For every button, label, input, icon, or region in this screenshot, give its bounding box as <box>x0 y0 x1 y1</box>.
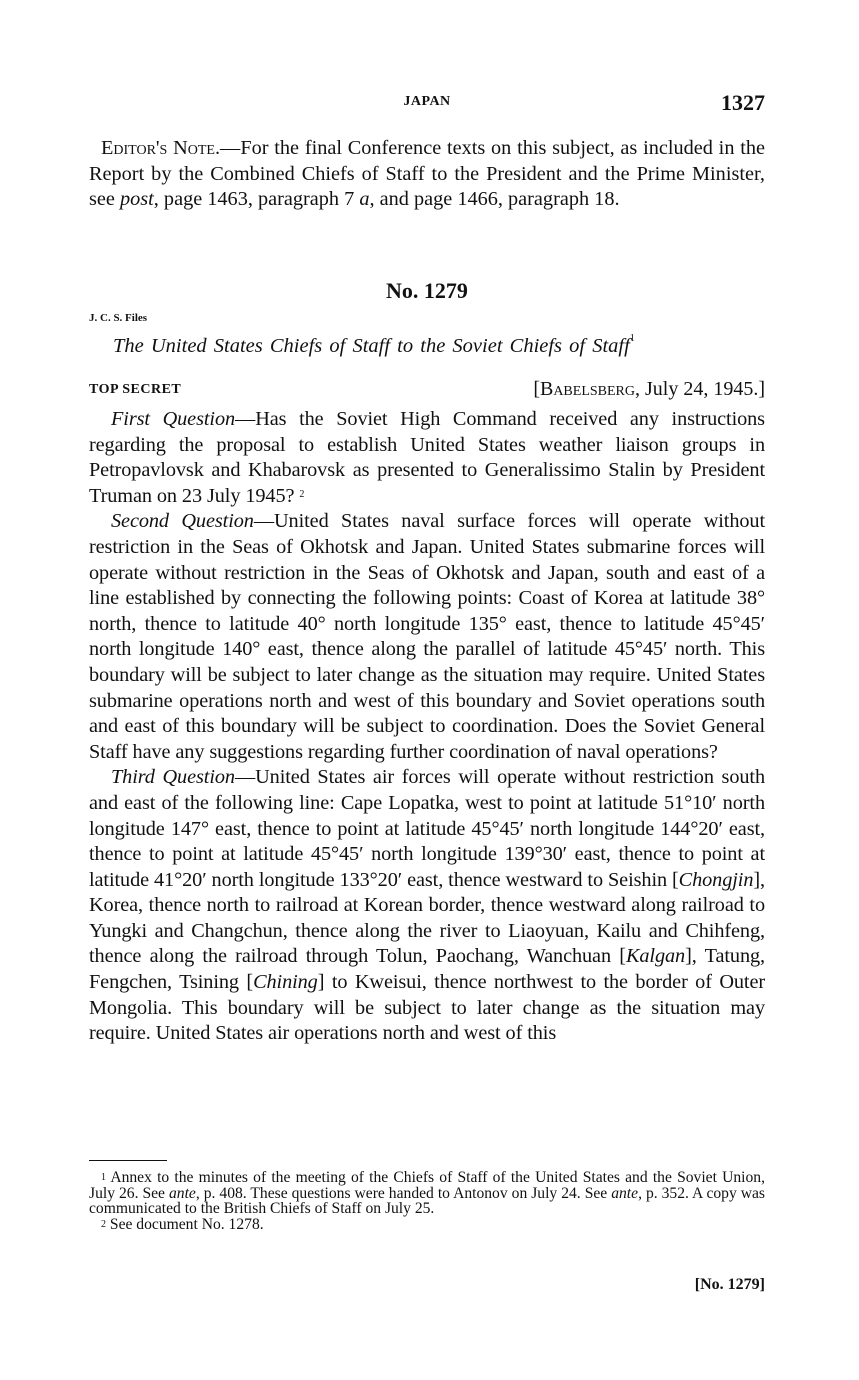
date-text: , July 24, 1945.] <box>635 378 765 400</box>
running-head <box>89 92 765 118</box>
second-question-text: —United States naval surface forces will operate without restriction in the Seas of Okhotsk and Japan. United States submarine forces will operate without restriction in the Seas of Okhotsk and Japan, south and east of a line established by connecting the following points: Coast of Korea at latitude 38° north, thence to latitude 40° north longitude 135° east, thence to latitude 45°45′ north longitude 140° east, thence along the parallel of latitude 45°45′ north. This boundary will be subject to later change as the situation may require. United States submarine operations north and west of this boundary and Soviet operations south and east of this boundary will be subject to coordination. Does the Soviet General Staff have any suggestions regarding further coordination of naval operations? <box>89 510 765 763</box>
place-kalgan: Kalgan <box>625 945 686 968</box>
place-chongjin: Chongjin <box>678 868 754 891</box>
document-title <box>113 335 765 358</box>
footnote-ref-2[interactable]: 2 <box>299 488 305 500</box>
second-question-label: Second Question <box>111 510 254 533</box>
first-question-label: First Question <box>111 408 236 430</box>
first-question-text: —Has the Soviet High Command received any instructions regarding the proposal to establish United States weather liaison groups in Petropavlovsk and Khabarovsk as presented to Generalissimo Stalin by President Truman on 23 July 1945? <box>89 408 765 507</box>
first-question-paragraph <box>89 407 765 509</box>
document-number: No. 1279 <box>386 278 468 303</box>
place-chining: Chining <box>253 971 318 994</box>
document-source: J. C. S. Files <box>89 312 148 324</box>
classification-label: TOP SECRET <box>89 382 182 397</box>
footnote-1: $^1$ Annex to the minutes of the meeting of the Chiefs of Staff of the United States and the Soviet Union, July 26. See ante, p. 408. These questions were handed to Antonov on July 24. See ante, p. 352. A copy was communicated to the British Chiefs of Staff on July 25. <box>89 1169 765 1218</box>
footnote-ref-1[interactable]: 1 <box>629 333 635 344</box>
editor-note-end: , and page 1466, paragraph 18. <box>369 188 620 210</box>
second-question-paragraph <box>89 509 765 765</box>
third-question-paragraph: Third Question—United States air forces will operate without restriction south and east of the following line: Cape Lopatka, west to point at latitude 51°10′ north longitude 147° east, thence to point at latitude 45°45′ north longitude 144°20′ east, thence to point at latitude 45°45′ north longitude 139°30′ east, thence to point at latitude 41°20′ north longitude 133°20′ east, thence westward to Seishin [Chongjin], Korea, thence north to railroad at Korean border, thence westward along railroad to Yungki and Changchun, thence along the river to Liaoyuan, Kailu and Chihfeng, thence along the railroad through Tolun, Paochang, Wanchuan [Kalgan], Tatung, Fengchen, Tsining [Chining] to Kweisui, thence northwest to the border of Outer Mongolia. This boundary will be subject to later change as the situation may require. United States air operations north and west of this <box>89 766 765 1045</box>
third-question-label: Third Question <box>111 766 235 789</box>
footnote-divider <box>89 1160 167 1161</box>
running-head-title: JAPAN <box>403 94 451 109</box>
dateline <box>89 378 765 404</box>
document-body <box>89 407 765 1047</box>
editor-note-lead: Editor's Note <box>101 137 215 159</box>
footnote-2-mark: 2 <box>101 1218 106 1230</box>
footnote-2: $^2$ See document No. 1278. <box>101 1215 264 1233</box>
date-place: [Babelsberg, July 24, 1945.] <box>533 378 765 400</box>
page-number: 1327 <box>721 90 765 115</box>
editor-note-a: a <box>359 188 370 210</box>
footnote-1-mark: 1 <box>101 1172 106 1183</box>
editor-note-text: .—For the final Conference texts on this subject, as included in the Report by the Combined Chiefs of Staff to the President and the Prime Minister, see <box>89 137 765 210</box>
footnotes <box>89 1170 765 1232</box>
document-reference: [No. 1279] <box>694 1276 765 1293</box>
editor-note-post: post <box>119 188 154 210</box>
editor-note-tail: , page 1463, paragraph 7 <box>153 188 360 210</box>
place-name: Babelsberg <box>539 378 635 400</box>
document-title-text: The United States Chiefs of Staff to the Soviet Chiefs of Staff <box>113 335 630 357</box>
editor-note <box>89 136 765 213</box>
